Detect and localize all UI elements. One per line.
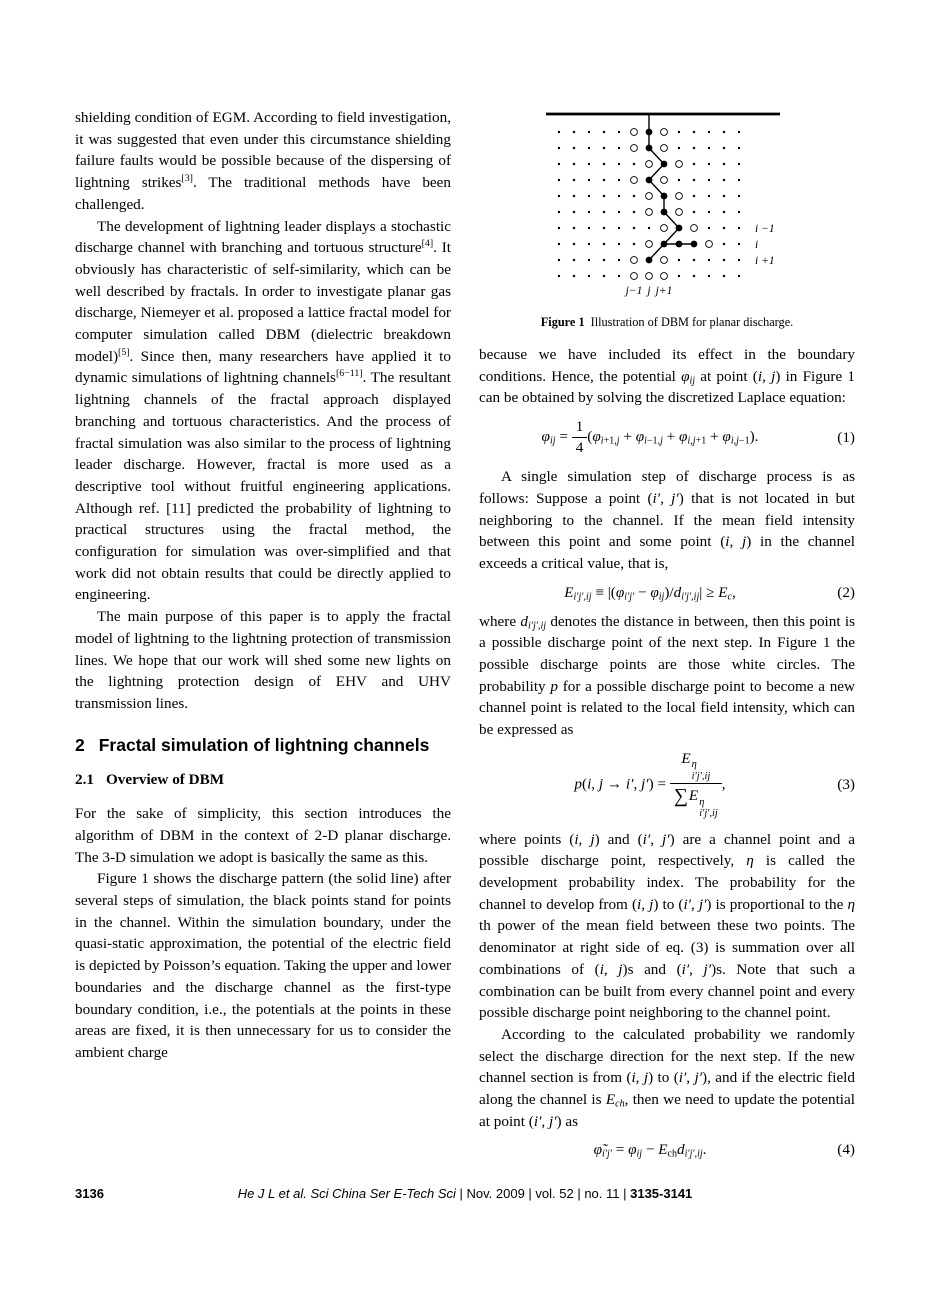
column-right [479,107,855,1168]
svg-text:i: i [755,239,759,251]
equation-3-number: (3) [837,775,855,793]
equation-3 [479,750,855,820]
equation-1-number: (1) [837,428,855,446]
equation-4-number: (4) [837,1141,855,1159]
page-body [75,107,855,1168]
equation-1 [479,418,855,457]
paragraph-simplicity: For the sake of simplicity, this section introduces the algorithm of DBM in the context of 2-D planar discharge. The 3-D simulation we adopt is basically the same as this. [75,805,451,866]
svg-text:j−1: j−1 [625,285,643,297]
figure-caption [479,315,855,330]
paragraph-figure1-description: Figure 1 shows the discharge pattern (the solid line) after several steps of simulation, the black points stand for points in the channel. Within the simulation boundary, under the quasi-static approximation, the potential of the electric field is depicted by Poisson’s equation. Taking the upper and lower boundaries and the discharge channel as the first-type boundary condition, i.e., the potentials at the points in these areas are fixed, it is then unnecessary for us to consider the ambient charge [75,870,451,1061]
running-footer-citation: He J L et al. Sci China Ser E-Tech Sci | Nov. 2009 | vol. 52 | no. 11 | 3135-3141 [237,1186,693,1201]
svg-text:i −1: i −1 [755,223,775,235]
paragraph-lightning-leader: The development of lightning leader displays a stochastic discharge channel with branching and tortuous structure[4]. It obviously has characteristic of self-similarity, which can be well described by fractals. In order to investigate planar gas discharge, Niemeyer et al. proposed a lattice fractal model for computer simulation called DBM (dielectric breakdown model)[5]. Since then, many researchers have applied it to dynamic simulations of lightning channels[6−11]. The resultant lightning channels of the fractal approach displayed branching and tortuous characteristics. And the process of fractal simulation was also similar to the process of lightning leader discharge. However, fractal is more used as a descriptive tool without fruitful engineering applications. Although ref. [11] predicted the probability of lightning to practical structures using the fractal method, the configuration for simulation was over-simplified and that work did not obtain results that could be directly applied to engineering. [75,217,451,604]
equation-4 [479,1141,855,1159]
paragraph-shielding-condition: shielding condition of EGM. According to field investigation, it was suggested that even under this circumstance shielding failure faults would be possible because of the dispersing of lightning strikes[3]. The traditional methods have been challenged. [75,109,451,213]
dbm-diagram [545,107,789,305]
figure-caption-text: Illustration of DBM for planar discharge. [590,315,794,329]
page-footer [75,1186,855,1201]
section-title: Fractal simulation of lightning channels [98,734,430,755]
paragraph-probability-index: where points (i, j) and (i′, j′) are a channel point and a possible discharge point, respectively, η is called the development probability index. The probability for the channel to develop from (i, j) to (i′, j′) is proportional to the η th power of the mean field between these two points. The denominator at right side of eq. (3) is summation over all combinations of (i, j)s and (i′, j′)s. Note that such a combination can be built from every channel point and every possible discharge point neighboring to the channel point. [479,830,856,1022]
svg-text:j: j [647,285,651,297]
paragraph-distance: where $d_{i'j',ij}$ denotes the distance in between, then this point is a possible discharge point of the next step. In Figure 1 the possible discharge points are those white circles. The probability p for a possible discharge point to become a new channel point is related to the local field intensity, which can be expressed as [479,612,856,739]
equation-4-body: $\varphĩ_{i'j'} = \varphi_{ij} - E_{ch}d_{i'j',ij}$. [593,1141,707,1160]
equation-2-body: $E_{i'j',ij} \equiv |(\varphi_{i'j'} - \varphi_{ij})/d_{i'j',ij}| \ge E_c$, [564,583,736,603]
paragraph-simulation-step: A single simulation step of discharge process is as follows: Suppose a point (i′, j′) that is not located in but neighboring to the channel. If the mean field intensity between this point and some point (i, j) in the channel exceeds a critical value, that is, [479,468,856,572]
subsection-number: 2.1 [75,771,94,789]
subsection-title: Overview of DBM [105,771,225,789]
page-number: 3136 [75,1186,104,1201]
section-heading-2 [75,733,451,758]
equation-1-body: $\varphi_{ij}$ = $\frac{1}{4}$ $(\varphi_{i+1,j} + \varphi_{i-1,j} + \varphi_{i,j+1} + \varphi_{i,j-1})$. [541,418,759,457]
equation-2 [479,584,855,602]
equation-3-body: p(i, j → i′, j′) = E η i′j′,ij ∑E η i′j′,ij , [574,749,726,820]
figure-1 [479,107,855,330]
svg-text:j+1: j+1 [655,285,673,297]
equation-2-number: (2) [837,583,855,601]
section-number: 2 [75,734,85,755]
svg-text:i +1: i +1 [755,255,775,267]
paragraph-main-purpose: The main purpose of this paper is to apply the fractal model of lightning to the lightning protection of transmission lines. We hope that our work will shed some new lights on the lightning protection design of EHV and UHV transmission lines. [75,608,451,712]
paragraph-discharge-direction: According to the calculated probability we randomly select the discharge direction for the next step. If the new channel section is from (i, j) to (i′, j′), and if the electric field along the channel is $E_{ch}$, then we need to update the potential at point (i′, j′) as [479,1025,855,1130]
subsection-heading-2-1 [75,771,451,789]
column-left [75,107,451,1168]
figure-caption-label: Figure 1 [540,315,585,329]
paragraph-boundary-conditions: because we have included its effect in the boundary conditions. Hence, the potential $\varphi_{ij}$ at point (i, j) in Figure 1 can be obtained by solving the discretized Laplace equation: [479,346,855,407]
